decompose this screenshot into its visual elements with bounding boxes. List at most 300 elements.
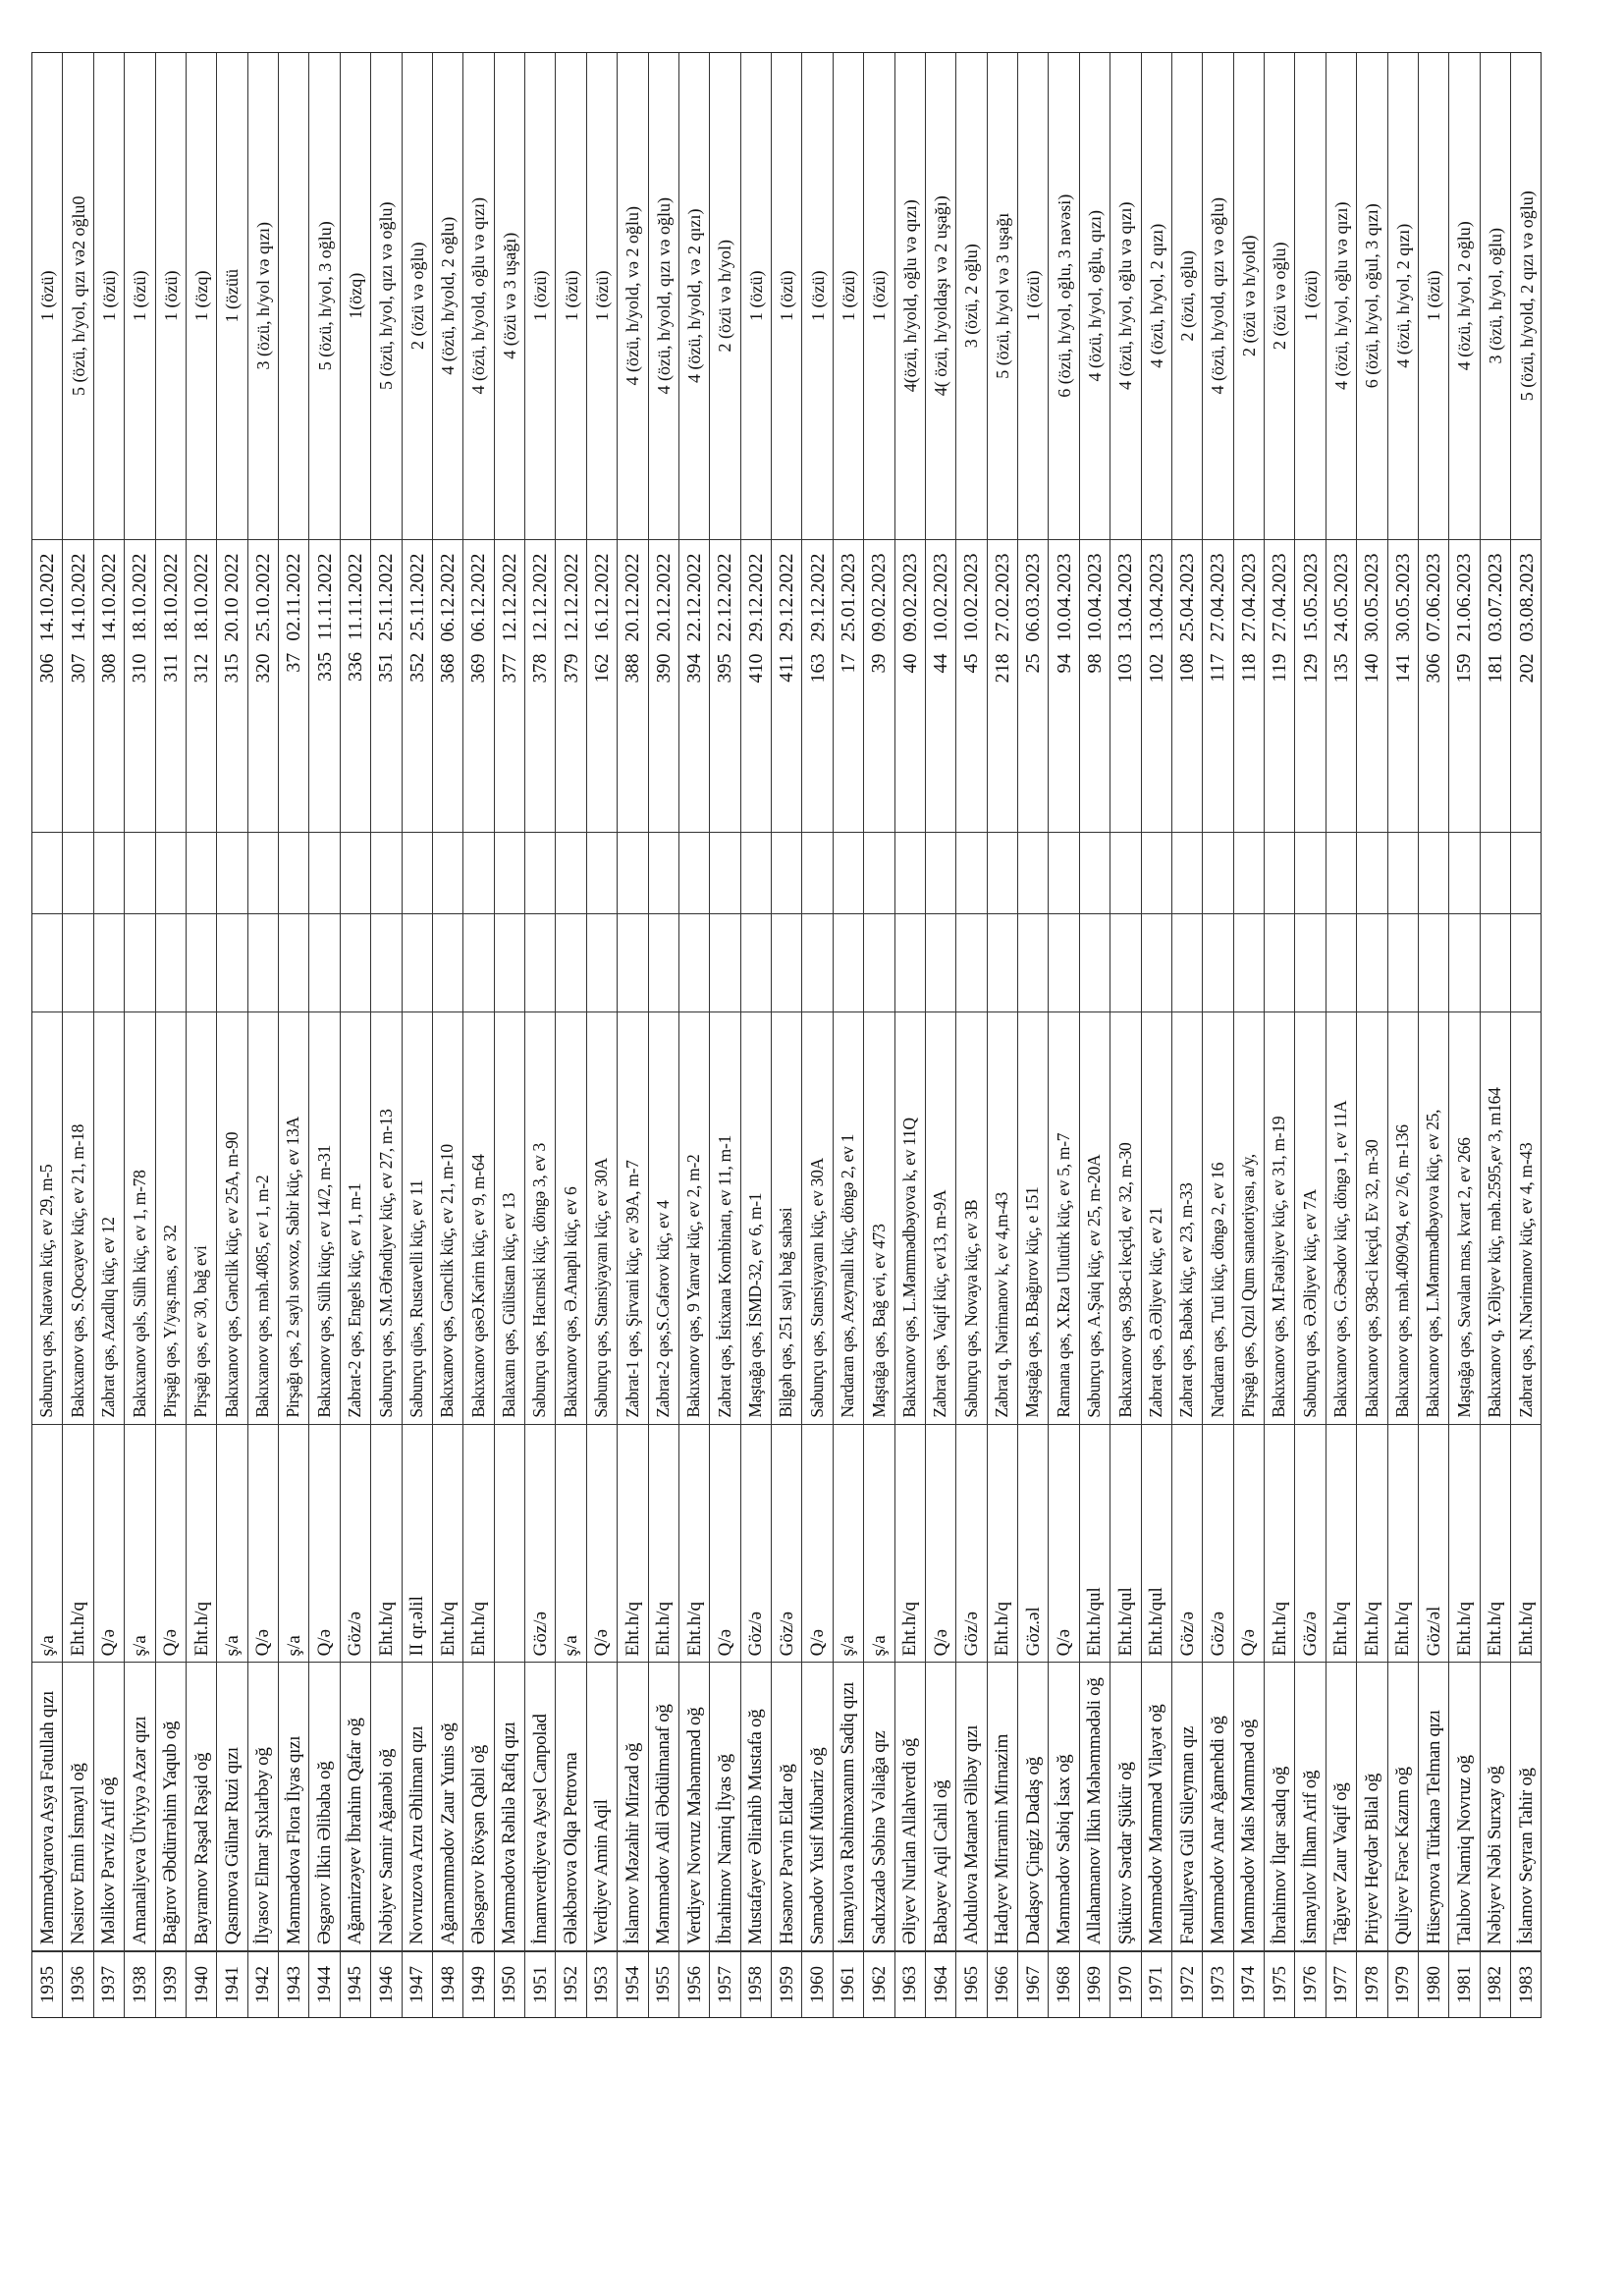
table-row	[1110, 53, 1141, 2017]
registration-date: 07.06.2023	[1423, 553, 1445, 642]
address-text: Zabrat qəs, İstixana Kombinatı, ev 11, m-1	[714, 1135, 734, 1418]
row-number-cell	[864, 1950, 893, 2017]
row-number-cell	[1172, 1950, 1202, 2017]
full-name-text: Babayev Aqil Cahil oğ	[930, 1779, 951, 1945]
full-name-cell	[525, 1662, 555, 1950]
family-composition-cell	[94, 53, 124, 538]
address-cell	[1142, 1011, 1171, 1424]
category-text: Eht.h/q	[1392, 1601, 1414, 1657]
row-number-cell	[926, 1950, 955, 2017]
category-text: Eht.h/q	[1269, 1601, 1290, 1657]
address-cell	[1265, 1011, 1294, 1424]
table-row	[926, 53, 956, 2017]
family-composition-text: 1 (özü)	[1300, 270, 1321, 322]
family-composition-text: 1 (özq)	[191, 270, 212, 322]
registration-cell	[1172, 539, 1202, 833]
category-cell	[1326, 1424, 1356, 1663]
empty-cell	[1018, 832, 1048, 913]
registration-number: 39	[868, 653, 891, 674]
category-text: Göz/ə	[745, 1611, 767, 1657]
full-name-text: Qasımova Gülnar Ruzi qızı	[221, 1747, 243, 1945]
address-cell	[772, 1011, 801, 1424]
full-name-text: İslamov Seyran Tahir oğ	[1516, 1768, 1538, 1945]
empty-cell	[956, 832, 986, 913]
table-row	[463, 53, 494, 2017]
empty-cell	[802, 832, 832, 913]
address-text: Sabunçu qəs, Stansiyayanı küç, ev 30A	[806, 1158, 827, 1418]
full-name-text: İbrahimov Namiq İlyas oğ	[714, 1754, 735, 1945]
row-number-text: 1974	[1238, 1966, 1260, 2004]
row-number-cell	[371, 1950, 401, 2017]
empty-cell	[341, 832, 370, 913]
table-row	[1419, 53, 1449, 2017]
row-number-cell	[1419, 1950, 1448, 2017]
full-name-text: Məmmədyarova Asya Fətullah qızı	[36, 1690, 58, 1945]
registration-cell	[433, 539, 462, 833]
registration-number: 103	[1114, 653, 1137, 683]
row-number-cell	[309, 1950, 339, 2017]
empty-cell	[433, 832, 462, 913]
category-text: ş/a	[129, 1635, 150, 1657]
full-name-text: Əsgərov İlkin Əlibaba oğ	[314, 1761, 336, 1945]
full-name-text: Verdiyev Amin Aqil	[591, 1799, 613, 1945]
row-number-cell	[587, 1950, 617, 2017]
category-text: Eht.h/qul	[1084, 1587, 1106, 1657]
family-composition-cell	[618, 53, 647, 538]
full-name-cell	[94, 1662, 124, 1950]
family-composition-cell	[248, 53, 278, 538]
empty-cell	[94, 832, 124, 913]
family-composition-cell	[156, 53, 186, 538]
registration-number: 37	[283, 652, 305, 673]
address-text: Bakıxanov qəs, G.Əsədov küç, döngə 1, ev 11A	[1330, 1100, 1351, 1418]
category-cell	[309, 1424, 339, 1663]
registration-date: 14.10.2022	[36, 553, 59, 642]
address-text: Sabunçu qəs, Ə.Əliyev küç, ev 7A	[1299, 1189, 1320, 1418]
address-text: Zabrat q, Nərimanov k, ev 4,m-43	[992, 1192, 1012, 1418]
table-row	[279, 53, 309, 2017]
table-row	[156, 53, 187, 2017]
row-number-text: 1980	[1423, 1966, 1444, 2004]
registration-date: 29.12.2022	[776, 553, 798, 642]
address-cell	[956, 1011, 986, 1424]
registration-date: 09.02.2023	[898, 553, 921, 642]
empty-cell	[1481, 832, 1510, 913]
registration-date: 12.12.2022	[529, 553, 552, 642]
row-number-cell	[1110, 1950, 1140, 2017]
category-cell	[1049, 1424, 1078, 1663]
table-row	[1326, 53, 1357, 2017]
registration-cell	[1295, 539, 1325, 833]
address-cell	[371, 1011, 401, 1424]
row-number-cell	[1265, 1950, 1294, 2017]
family-composition-cell	[1511, 53, 1542, 538]
address-cell	[187, 1011, 216, 1424]
full-name-cell	[1449, 1662, 1479, 1950]
row-number-text: 1965	[960, 1966, 982, 2004]
registration-cell	[556, 539, 585, 833]
registration-number: 395	[714, 653, 736, 683]
registration-cell	[1080, 539, 1110, 833]
family-composition-text: 5 (özü, h/yol və 3 uşağı	[992, 212, 1012, 379]
empty-cell	[587, 913, 617, 1011]
registration-date: 22.12.2022	[714, 553, 736, 642]
category-text: II qr.əlil	[406, 1596, 428, 1657]
row-number-text: 1963	[899, 1966, 921, 2004]
registration-date: 20.12.2022	[652, 553, 675, 642]
family-composition-text: 4 (özü, h/yol, oğlu, qızı)	[1084, 210, 1105, 382]
row-number-text: 1973	[1207, 1966, 1228, 2004]
registration-cell	[1326, 539, 1356, 833]
family-composition-cell	[463, 53, 493, 538]
address-text: Nardaran qəs, Azeynallı küç, döngə 2, ev 1	[838, 1133, 858, 1418]
registration-date: 10.04.2023	[1083, 553, 1106, 642]
full-name-text: İslamov Məzahir Mirzad oğ	[622, 1742, 643, 1945]
empty-cell	[956, 913, 986, 1011]
registration-date: 25.11.2022	[406, 553, 428, 641]
row-number-text: 1956	[683, 1966, 705, 2004]
row-number-cell	[1234, 1950, 1264, 2017]
category-cell	[63, 1424, 92, 1663]
full-name-text: Nəsirov Emin İsmayıl oğ	[68, 1763, 89, 1945]
empty-cell	[94, 913, 124, 1011]
table-row	[187, 53, 217, 2017]
empty-cell	[248, 913, 278, 1011]
row-number-text: 1981	[1453, 1966, 1475, 2004]
row-number-text: 1942	[252, 1966, 274, 2004]
registration-date: 15.05.2023	[1299, 553, 1322, 642]
full-name-text: Şükürov Sərdar Şükür oğ	[1114, 1762, 1136, 1945]
registration-date: 14.10.2022	[97, 553, 120, 642]
category-cell	[525, 1424, 555, 1663]
address-text: Maştağa qəs, B.Bağırov küç, e 151	[1022, 1186, 1043, 1418]
row-number-cell	[525, 1950, 555, 2017]
table-row	[864, 53, 894, 2017]
row-number-text: 1953	[591, 1966, 613, 2004]
registration-number: 25	[1022, 653, 1045, 674]
category-text: Q/ə	[1054, 1628, 1075, 1657]
category-cell	[371, 1424, 401, 1663]
registration-cell	[649, 539, 678, 833]
registration-cell	[988, 539, 1017, 833]
category-text: Göz/ə	[345, 1611, 366, 1657]
registration-number: 119	[1269, 653, 1291, 683]
full-name-cell	[248, 1662, 278, 1950]
family-composition-text: 4 (özü, h/yold, oğlu və qızı)	[468, 197, 489, 395]
registration-date: 12.12.2022	[560, 553, 582, 642]
empty-cell	[217, 832, 246, 913]
empty-cell	[587, 832, 617, 913]
registration-date: 30.05.2023	[1361, 553, 1383, 642]
registration-date: 25.11.2022	[375, 553, 398, 641]
row-number-cell	[956, 1950, 986, 2017]
registration-cell	[156, 539, 186, 833]
row-number-text: 1935	[36, 1966, 58, 2004]
full-name-cell	[63, 1662, 92, 1950]
full-name-text: Bağırov Əbdürrəhim Yaqub oğ	[160, 1721, 182, 1945]
row-number-text: 1976	[1300, 1966, 1322, 2004]
table-row	[341, 53, 371, 2017]
row-number-cell	[32, 1950, 62, 2017]
category-text: Eht.h/q	[992, 1601, 1013, 1657]
full-name-cell	[956, 1662, 986, 1950]
registration-number: 218	[991, 653, 1013, 683]
family-composition-cell	[1018, 53, 1048, 538]
table-row	[32, 53, 63, 2017]
category-cell	[1481, 1424, 1510, 1663]
empty-cell	[1018, 913, 1048, 1011]
address-text: Zabrat qəs, Vaqif küç, ev13, m-9A	[930, 1189, 950, 1418]
family-composition-text: 4 (özü, h/yol, oğlu və qızı)	[1115, 201, 1136, 391]
family-composition-text: 5 (özü, h/yol, qızı və2 oğlu0	[68, 195, 88, 397]
family-composition-cell	[679, 53, 709, 538]
table-row	[403, 53, 433, 2017]
registration-date: 30.05.2023	[1391, 553, 1414, 642]
row-number-text: 1970	[1114, 1966, 1136, 2004]
row-number-cell	[1018, 1950, 1048, 2017]
full-name-text: İlyasov Elmar Şıxlarbəy oğ	[252, 1747, 274, 1945]
family-composition-text: 1 (özü)	[869, 270, 890, 322]
category-text: Eht.h/q	[1330, 1601, 1352, 1657]
registration-number: 388	[622, 653, 644, 683]
address-text: Zabrat qəs, Ə.Əliyev küç, ev 21	[1145, 1207, 1165, 1418]
category-cell	[1419, 1424, 1448, 1663]
address-cell	[587, 1011, 617, 1424]
row-number-text: 1945	[345, 1966, 366, 2004]
category-text: Göz/ə	[1300, 1611, 1322, 1657]
row-number-text: 1964	[930, 1966, 951, 2004]
family-composition-text: 1(özq)	[345, 272, 365, 319]
registration-number: 308	[97, 653, 120, 683]
row-number-text: 1972	[1176, 1966, 1198, 2004]
row-number-cell	[710, 1950, 739, 2017]
row-number-cell	[125, 1950, 154, 2017]
table-row	[94, 53, 125, 2017]
registration-number: 40	[898, 653, 921, 674]
address-text: Zabrat qəs, Azadlıq küç, ev 12	[98, 1217, 119, 1418]
row-number-text: 1957	[714, 1966, 735, 2004]
row-number-text: 1939	[160, 1966, 182, 2004]
full-name-cell	[403, 1662, 432, 1950]
full-name-text: Abdulova Mətanət Əlibəy qızı	[960, 1724, 982, 1945]
full-name-cell	[1481, 1662, 1510, 1950]
full-name-text: Quliyev Fərəc Kazım oğ	[1392, 1767, 1414, 1945]
category-cell	[988, 1424, 1017, 1663]
address-cell	[1326, 1011, 1356, 1424]
address-cell	[1357, 1011, 1386, 1424]
registration-number: 352	[406, 652, 428, 683]
category-text: Eht.h/q	[375, 1601, 397, 1657]
row-number-cell	[279, 1950, 308, 2017]
table-row	[710, 53, 740, 2017]
full-name-cell	[125, 1662, 154, 1950]
family-composition-text: 6 (özü, h/yol, oğlu, 3 nəvəsi)	[1054, 193, 1074, 398]
row-number-text: 1950	[499, 1966, 520, 2004]
registration-date: 25.10.2022	[251, 553, 274, 642]
family-composition-text: 3 (özü, h/yol və qızı)	[252, 222, 273, 370]
registration-cell	[1388, 539, 1418, 833]
registration-cell	[834, 539, 863, 833]
category-text: Eht.h/q	[467, 1601, 489, 1657]
full-name-cell	[1234, 1662, 1264, 1950]
empty-cell	[32, 913, 62, 1011]
address-cell	[525, 1011, 555, 1424]
row-number-cell	[187, 1950, 216, 2017]
row-number-text: 1962	[868, 1966, 890, 2004]
full-name-cell	[1018, 1662, 1048, 1950]
row-number-cell	[217, 1950, 246, 2017]
full-name-cell	[864, 1662, 893, 1950]
category-cell	[1080, 1424, 1110, 1663]
empty-cell	[279, 913, 308, 1011]
category-text: Göz/ə	[776, 1611, 797, 1657]
category-text: Göz.əl	[1022, 1607, 1044, 1657]
family-composition-text: 1 (özü)	[838, 270, 858, 322]
address-text: Pirşağı qəs, Qızıl Qum sanatoriyası, a/y,	[1238, 1154, 1259, 1418]
beneficiary-register-table	[31, 52, 1542, 2018]
full-name-cell	[802, 1662, 832, 1950]
family-composition-text: 2 (özü, oğlu)	[1177, 250, 1198, 342]
full-name-cell	[32, 1662, 62, 1950]
row-number-cell	[403, 1950, 432, 2017]
address-text: Balaxanı qəs, Gülüstan küç, ev 13	[499, 1192, 519, 1418]
registration-number: 44	[930, 653, 952, 674]
category-cell	[802, 1424, 832, 1663]
category-text: Eht.h/q	[1361, 1601, 1382, 1657]
full-name-text: Bayramov Rəşad Rəşid oğ	[190, 1752, 212, 1945]
address-text: Bakıxanov qəs, Ə.Anaplı küç, ev 6	[560, 1186, 580, 1418]
registration-cell	[864, 539, 893, 833]
full-name-text: Hüseynova Türkanə Telman qızı	[1423, 1710, 1444, 1945]
full-name-text: Məmmədov Mais Məmməd oğ	[1238, 1720, 1260, 1945]
address-text: Zabrat-1 qəs, Şirvani küç, ev 39A, m-7	[622, 1160, 642, 1418]
table-row	[679, 53, 710, 2017]
family-composition-cell	[1326, 53, 1356, 538]
full-name-cell	[309, 1662, 339, 1950]
table-row	[1142, 53, 1172, 2017]
full-name-cell	[371, 1662, 401, 1950]
address-cell	[679, 1011, 709, 1424]
category-text: Eht.h/q	[190, 1601, 212, 1657]
empty-cell	[1511, 913, 1542, 1011]
full-name-cell	[1110, 1662, 1140, 1950]
empty-cell	[1234, 832, 1264, 913]
registration-date: 25.04.2023	[1176, 553, 1199, 642]
row-number-text: 1946	[375, 1966, 397, 2004]
family-composition-cell	[895, 53, 925, 538]
address-text: Bakıxanov qəs, məh.4090/94, ev 2/6, m-136	[1391, 1124, 1412, 1418]
registration-date: 29.12.2022	[744, 553, 767, 642]
category-cell	[895, 1424, 925, 1663]
registration-cell	[741, 539, 771, 833]
category-text: Eht.h/q	[1485, 1601, 1506, 1657]
registration-cell	[1234, 539, 1264, 833]
registration-number: 369	[467, 653, 490, 683]
category-cell	[1110, 1424, 1140, 1663]
category-cell	[587, 1424, 617, 1663]
table-row	[1049, 53, 1079, 2017]
registration-cell	[1049, 539, 1078, 833]
registration-number: 94	[1053, 653, 1075, 674]
category-text: Eht.h/q	[68, 1601, 89, 1657]
empty-cell	[371, 832, 401, 913]
family-composition-text: 4 (özü, h/yold, və 2 oğlu)	[623, 206, 643, 386]
empty-cell	[802, 913, 832, 1011]
table-row	[309, 53, 340, 2017]
empty-cell	[63, 913, 92, 1011]
family-composition-cell	[1357, 53, 1386, 538]
family-composition-text: 4 (özü, h/yold, və 2 qızı)	[684, 208, 705, 384]
address-text: Sabunçu qəs, Novaya küç, ev 3B	[960, 1199, 981, 1418]
registration-date: 13.04.2023	[1114, 553, 1137, 642]
family-composition-text: 2 (özü və h/yol)	[715, 240, 735, 353]
registration-date: 03.08.2023	[1515, 553, 1538, 642]
address-cell	[1234, 1011, 1264, 1424]
category-cell	[433, 1424, 462, 1663]
category-text: Q/ə	[1238, 1628, 1260, 1657]
category-text: Eht.h/q	[622, 1601, 643, 1657]
address-text: Ramana qəs, X.Rza Ulutürk küç, ev 5, m-7	[1053, 1132, 1073, 1418]
full-name-cell	[741, 1662, 771, 1950]
row-number-text: 1967	[1022, 1966, 1044, 2004]
row-number-cell	[679, 1950, 709, 2017]
family-composition-cell	[834, 53, 863, 538]
empty-cell	[187, 913, 216, 1011]
empty-cell	[988, 832, 1017, 913]
table-row	[1080, 53, 1110, 2017]
category-cell	[279, 1424, 308, 1663]
empty-cell	[1110, 913, 1140, 1011]
registration-cell	[279, 539, 308, 833]
table-row	[371, 53, 402, 2017]
row-number-cell	[156, 1950, 186, 2017]
category-cell	[1172, 1424, 1202, 1663]
row-number-cell	[1080, 1950, 1110, 2017]
table-row	[1511, 53, 1542, 2017]
registration-date: 24.05.2023	[1329, 553, 1352, 642]
empty-cell	[371, 913, 401, 1011]
family-composition-text: 1 (özü)	[745, 270, 766, 322]
address-text: Bakıxanov qəs, L.Məmmədbəyova küç, ev 25,	[1423, 1109, 1443, 1418]
row-number-text: 1936	[68, 1966, 89, 2004]
registration-date: 20.12.2022	[622, 553, 644, 642]
category-cell	[1388, 1424, 1418, 1663]
empty-cell	[649, 832, 678, 913]
registration-cell	[1511, 539, 1542, 833]
registration-number: 311	[159, 653, 182, 683]
family-composition-cell	[32, 53, 62, 538]
family-composition-cell	[341, 53, 370, 538]
registration-number: 140	[1361, 653, 1383, 683]
full-name-cell	[1388, 1662, 1418, 1950]
registration-cell	[895, 539, 925, 833]
row-number-text: 1955	[653, 1966, 675, 2004]
empty-cell	[772, 913, 801, 1011]
table-row	[834, 53, 864, 2017]
empty-cell	[1142, 832, 1171, 913]
registration-cell	[309, 539, 339, 833]
full-name-text: İbrahimov İlqar sadıq oğ	[1269, 1766, 1290, 1945]
family-composition-text: 4 (özü, h/yol, 2 qızı)	[1146, 223, 1166, 368]
empty-cell	[525, 832, 555, 913]
empty-cell	[926, 832, 955, 913]
category-text: Göz/ə	[1176, 1611, 1198, 1657]
registration-cell	[217, 539, 246, 833]
address-cell	[741, 1011, 771, 1424]
registration-date: 10.02.2023	[960, 553, 983, 642]
category-cell	[248, 1424, 278, 1663]
registration-cell	[1449, 539, 1479, 833]
